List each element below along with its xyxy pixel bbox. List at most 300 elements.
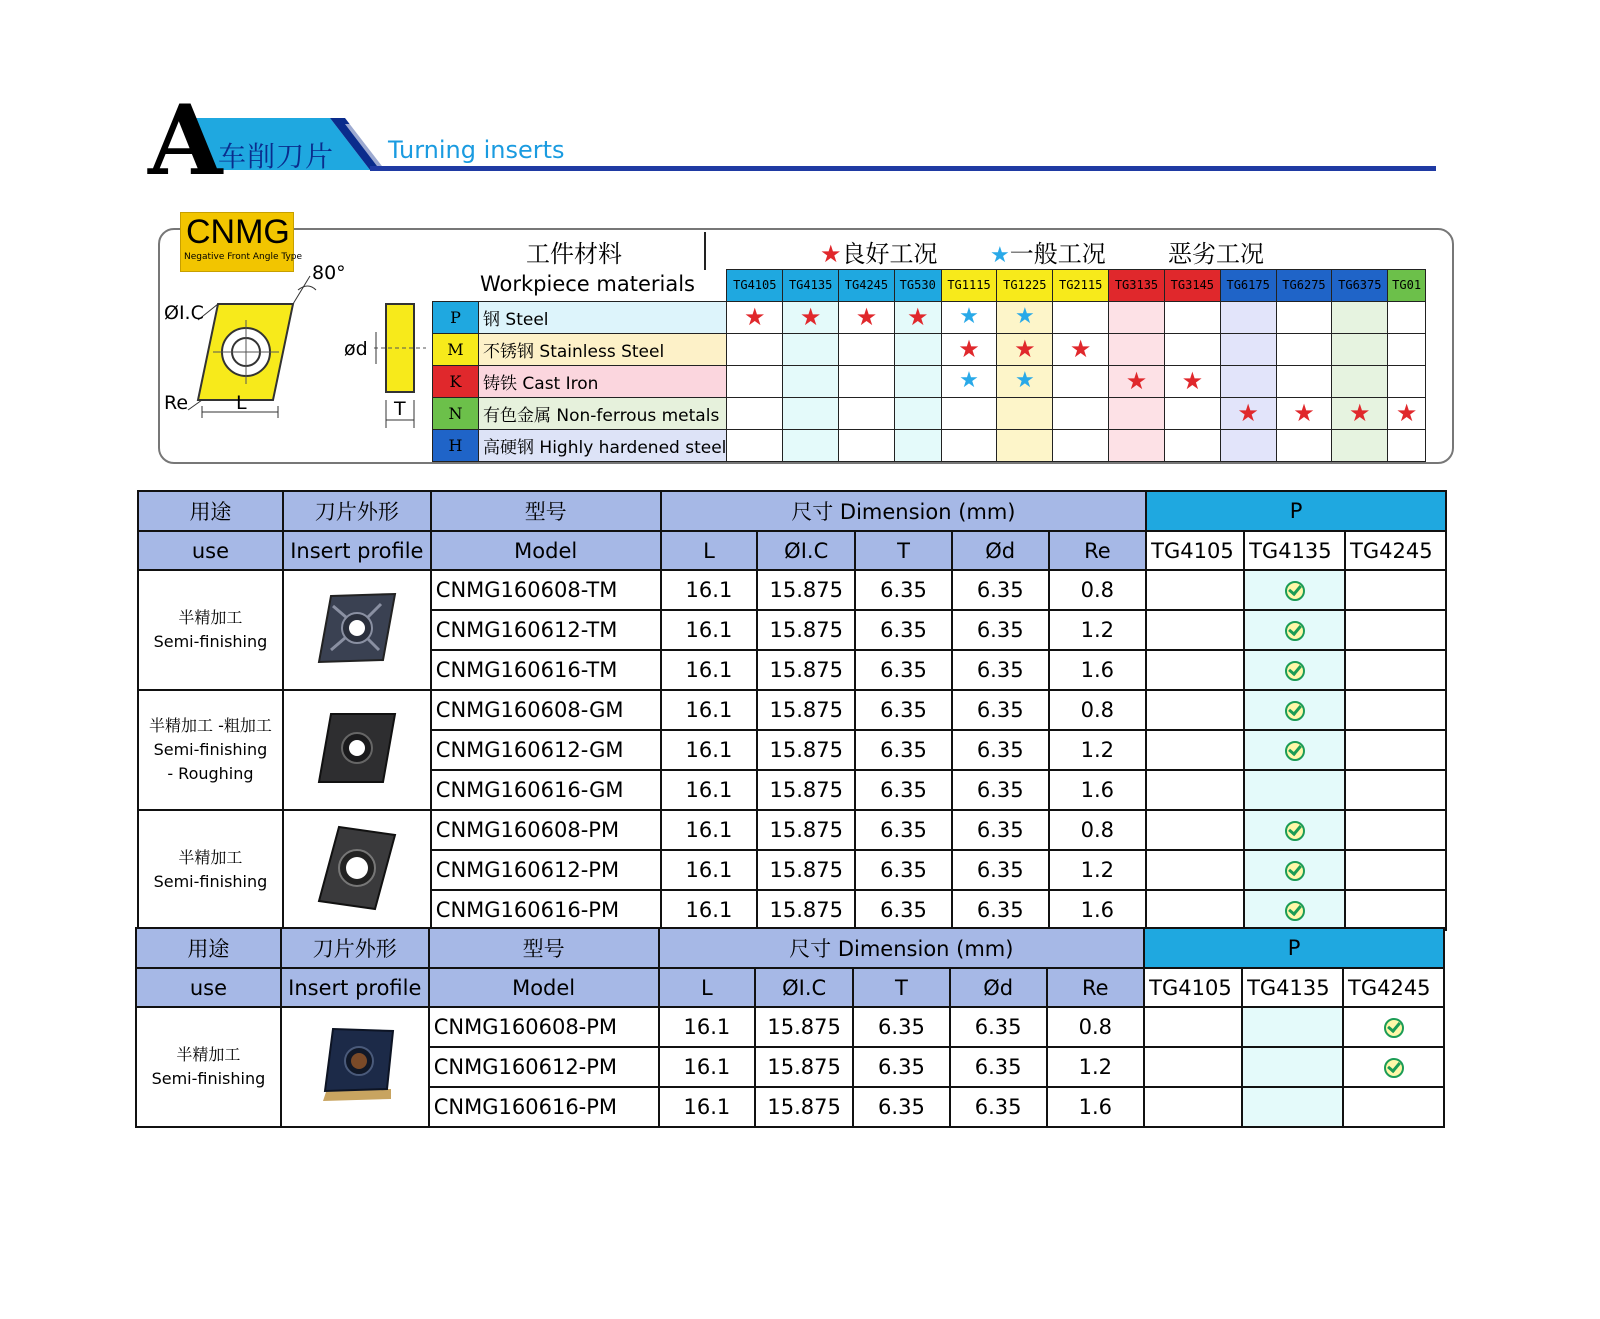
ic-cell: 15.875: [757, 730, 855, 770]
grade-availability-cell: [1244, 770, 1345, 810]
t-cell: 6.35: [855, 650, 952, 690]
grade-header: TG1225: [997, 270, 1053, 302]
grade-header: TG1115: [941, 270, 997, 302]
grade-cell: [1220, 333, 1276, 365]
table-row: [138, 690, 1446, 730]
re-cell: 1.6: [1047, 1087, 1145, 1127]
blue-star-icon: ★: [990, 243, 1010, 268]
re-cell: 1.2: [1049, 730, 1147, 770]
grade-availability-cell: [1146, 850, 1244, 890]
grade-cell: [839, 301, 895, 333]
material-row: [433, 333, 1426, 365]
use-cn: 半精加工: [178, 848, 243, 867]
grade-availability-cell: [1244, 810, 1345, 850]
grade-availability-cell: [1146, 890, 1244, 930]
insert-subtitle: Negative Front Angle Type: [184, 252, 303, 262]
grade-cell: [1109, 397, 1165, 429]
model-cell: CNMG160612-TM: [431, 610, 661, 650]
grade-availability-cell: [1244, 890, 1345, 930]
t-cell: 6.35: [853, 1047, 950, 1087]
grade-cell: [941, 333, 997, 365]
ic-cell: 15.875: [757, 610, 855, 650]
d-label: ød: [344, 338, 368, 360]
grade-header-3: TG4245: [1345, 531, 1446, 570]
material-code: K: [433, 365, 479, 397]
model-cell: CNMG160616-PM: [429, 1087, 659, 1127]
l-cell: 16.1: [659, 1007, 756, 1047]
profile-header-en: Insert profile: [281, 968, 429, 1007]
t-header: T: [853, 968, 950, 1007]
insert-profile-cell: [281, 1007, 429, 1127]
grade-cell: [1388, 365, 1426, 397]
materials-title-cn: 工件材料: [526, 240, 622, 268]
material-name: [479, 397, 727, 429]
grade-availability-cell: [1345, 690, 1446, 730]
grade-cell: [1053, 333, 1109, 365]
grade-availability-cell: [1244, 570, 1345, 610]
material-name-en: Steel: [505, 309, 549, 330]
grade-availability-cell: [1345, 610, 1446, 650]
l-cell: 16.1: [659, 1047, 756, 1087]
grade-header: TG4105: [727, 270, 783, 302]
angle-label: 80°: [312, 262, 346, 284]
t-cell: 6.35: [855, 730, 952, 770]
re-cell: 0.8: [1047, 1007, 1145, 1047]
condition-bad: 恶劣工况: [1168, 240, 1264, 268]
header-row-cn: [136, 928, 1444, 968]
material-code: H: [433, 429, 479, 461]
use-cn: 半精加工 -粗加工: [149, 716, 272, 735]
check-icon: [1285, 661, 1305, 681]
grade-cell: [839, 397, 895, 429]
material-name-cn: 不锈钢: [483, 341, 534, 362]
ic-header: ØI.C: [757, 531, 855, 570]
grade-header-3: TG4245: [1343, 968, 1444, 1007]
red-star-icon: ★: [1349, 399, 1371, 427]
header-banner: [140, 84, 1450, 197]
grade-cell: [1276, 397, 1332, 429]
red-star-icon: ★: [1069, 335, 1092, 363]
l-cell: 16.1: [661, 810, 758, 850]
grade-cell: [1109, 365, 1165, 397]
re-cell: 1.2: [1049, 610, 1147, 650]
grade-availability-cell: [1244, 650, 1345, 690]
d-cell: 6.35: [952, 730, 1049, 770]
d-cell: 6.35: [950, 1007, 1047, 1047]
grade-availability-cell: [1146, 690, 1244, 730]
grade-cell: [783, 365, 839, 397]
grade-cell: [997, 397, 1053, 429]
material-name-cn: 有色金属: [483, 405, 551, 426]
t-cell: 6.35: [855, 770, 952, 810]
l-header: L: [659, 968, 756, 1007]
check-icon: [1285, 621, 1305, 641]
model-cell: CNMG160608-PM: [429, 1007, 659, 1047]
t-cell: 6.35: [855, 570, 952, 610]
model-header-en: Model: [429, 968, 659, 1007]
grade-cell: [1164, 333, 1220, 365]
grade-availability-cell: [1144, 1007, 1242, 1047]
d-cell: 6.35: [950, 1087, 1047, 1127]
grade-cell: [783, 397, 839, 429]
red-star-icon: ★: [855, 303, 878, 331]
dimension-header: 尺寸 Dimension (mm): [661, 491, 1147, 531]
ic-cell: 15.875: [757, 890, 855, 930]
grade-cell: [1220, 365, 1276, 397]
insert-diagram: [158, 260, 433, 435]
material-name-en: Highly hardened steel: [539, 437, 727, 458]
grade-cell: [783, 333, 839, 365]
material-name-cn: 高硬钢: [483, 437, 534, 458]
red-star-icon: ★: [820, 240, 842, 268]
grade-header: TG530: [894, 270, 941, 302]
grade-availability-cell: [1146, 730, 1244, 770]
grade-availability-cell: [1343, 1087, 1444, 1127]
use-header-cn: 用途: [136, 928, 281, 968]
grade-availability-cell: [1146, 650, 1244, 690]
check-icon: [1285, 901, 1305, 921]
l-cell: 16.1: [661, 730, 758, 770]
model-cell: CNMG160612-PM: [429, 1047, 659, 1087]
grade-cell: [894, 333, 941, 365]
red-star-icon: ★: [1125, 367, 1148, 395]
use-cn: 半精加工: [178, 608, 243, 627]
grade-cell: [727, 397, 783, 429]
grade-cell: [1220, 397, 1276, 429]
grade-cell: [783, 301, 839, 333]
grade-cell: [997, 365, 1053, 397]
grade-cell: [1164, 301, 1220, 333]
p-header: P: [1146, 491, 1446, 531]
grade-cell: [941, 429, 997, 461]
material-name-en: Non-ferrous metals: [556, 405, 720, 426]
table-row: [138, 810, 1446, 850]
grade-header: TG6175: [1220, 270, 1276, 302]
ic-cell: 15.875: [757, 570, 855, 610]
grade-availability-cell: [1343, 1047, 1444, 1087]
material-name: [479, 365, 727, 397]
red-star-icon: ★: [906, 303, 929, 331]
grade-availability-cell: [1345, 730, 1446, 770]
insert-image: [315, 1025, 395, 1105]
profile-header-en: Insert profile: [283, 531, 431, 570]
section-letter: A: [148, 84, 223, 197]
grade-cell: [839, 365, 895, 397]
grade-row: [433, 270, 1426, 302]
grade-cell: [1276, 429, 1332, 461]
ic-cell: 15.875: [757, 770, 855, 810]
use-cn: 半精加工: [176, 1045, 241, 1064]
grade-cell: [1332, 429, 1388, 461]
material-code: N: [433, 397, 479, 429]
ic-cell: 15.875: [755, 1007, 853, 1047]
grade-availability-cell: [1244, 610, 1345, 650]
re-cell: 0.8: [1049, 810, 1147, 850]
material-name: [479, 301, 727, 333]
grade-cell: [1164, 429, 1220, 461]
header-row-en: [138, 531, 1446, 570]
grade-header-2: TG4135: [1244, 531, 1345, 570]
product-table-1: [137, 490, 1447, 931]
ic-cell: 15.875: [757, 650, 855, 690]
material-code: P: [433, 301, 479, 333]
use-cell: [138, 810, 283, 930]
t-cell: 6.35: [855, 850, 952, 890]
grade-cell: [1220, 301, 1276, 333]
check-icon: [1285, 701, 1305, 721]
grade-availability-cell: [1146, 770, 1244, 810]
re-label: Re: [164, 392, 189, 414]
grade-header: TG4245: [839, 270, 895, 302]
l-cell: 16.1: [661, 650, 758, 690]
d-cell: 6.35: [952, 650, 1049, 690]
re-header: Re: [1047, 968, 1145, 1007]
dimension-header: 尺寸 Dimension (mm): [659, 928, 1145, 968]
model-header-en: Model: [431, 531, 661, 570]
t-cell: 6.35: [853, 1087, 950, 1127]
ic-cell: 15.875: [757, 690, 855, 730]
re-cell: 0.8: [1049, 690, 1147, 730]
divider: [704, 232, 706, 270]
use-header-cn: 用途: [138, 491, 283, 531]
model-cell: CNMG160616-PM: [431, 890, 661, 930]
d-cell: 6.35: [952, 890, 1049, 930]
grade-availability-cell: [1144, 1087, 1242, 1127]
l-cell: 16.1: [661, 850, 758, 890]
check-icon: [1285, 581, 1305, 601]
grade-availability-cell: [1345, 850, 1446, 890]
grade-availability-cell: [1242, 1087, 1343, 1127]
grade-cell: [1388, 301, 1426, 333]
red-star-icon: ★: [1014, 335, 1036, 363]
materials-grid: [432, 269, 1426, 462]
grade-cell: [894, 365, 941, 397]
blue-star-icon: ★: [1014, 368, 1035, 393]
grade-header-1: TG4105: [1144, 968, 1242, 1007]
grade-header: TG3135: [1109, 270, 1165, 302]
grade-availability-cell: [1242, 1047, 1343, 1087]
ic-cell: 15.875: [755, 1047, 853, 1087]
t-cell: 6.35: [855, 610, 952, 650]
insert-image: [317, 708, 397, 788]
section-title-en: Turning inserts: [388, 136, 565, 164]
model-cell: CNMG160608-GM: [431, 690, 661, 730]
red-star-icon: ★: [744, 303, 766, 331]
model-header-cn: 型号: [429, 928, 659, 968]
ic-cell: 15.875: [755, 1087, 853, 1127]
grade-cell: [997, 301, 1053, 333]
use-en: Semi-finishing: [153, 740, 268, 759]
grade-cell: [1388, 429, 1426, 461]
grade-cell: [894, 397, 941, 429]
grade-cell: [1332, 365, 1388, 397]
grade-cell: [1053, 301, 1109, 333]
re-cell: 1.6: [1049, 770, 1147, 810]
grade-header: TG2115: [1053, 270, 1109, 302]
l-label: L: [236, 392, 247, 414]
material-name: [479, 429, 727, 461]
grade-header: TG6375: [1332, 270, 1388, 302]
d-cell: 6.35: [952, 810, 1049, 850]
grade-cell: [1388, 397, 1426, 429]
d-header: Ød: [952, 531, 1049, 570]
re-cell: 1.6: [1049, 650, 1147, 690]
grade-cell: [1220, 429, 1276, 461]
model-cell: CNMG160608-TM: [431, 570, 661, 610]
model-cell: CNMG160616-TM: [431, 650, 661, 690]
d-cell: 6.35: [952, 570, 1049, 610]
t-cell: 6.35: [855, 810, 952, 850]
grade-availability-cell: [1146, 570, 1244, 610]
product-table-2: [135, 927, 1445, 1128]
grade-cell: [1332, 333, 1388, 365]
t-cell: 6.35: [855, 890, 952, 930]
model-cell: CNMG160608-PM: [431, 810, 661, 850]
use-cell: [138, 570, 283, 690]
grade-cell: [727, 365, 783, 397]
re-cell: 1.2: [1047, 1047, 1145, 1087]
l-cell: 16.1: [661, 610, 758, 650]
grade-cell: [727, 429, 783, 461]
grade-cell: [941, 365, 997, 397]
material-name-en: Stainless Steel: [539, 341, 665, 362]
material-row: [433, 397, 1426, 429]
t-cell: 6.35: [855, 690, 952, 730]
ic-label: ØI.C: [164, 302, 204, 324]
grade-availability-cell: [1343, 1007, 1444, 1047]
grade-cell: [727, 333, 783, 365]
t-cell: 6.35: [853, 1007, 950, 1047]
l-cell: 16.1: [661, 570, 758, 610]
material-row: [433, 301, 1426, 333]
grade-availability-cell: [1345, 890, 1446, 930]
grade-cell: [1332, 397, 1388, 429]
condition-good: [820, 234, 938, 269]
check-icon: [1384, 1018, 1404, 1038]
use-en: Semi-finishing: [153, 872, 268, 891]
use-en: Semi-finishing: [151, 1069, 266, 1088]
insert-code: CNMG: [186, 213, 290, 251]
check-icon: [1285, 861, 1305, 881]
grade-cell: [727, 301, 783, 333]
grade-cell: [1109, 429, 1165, 461]
material-row: [433, 365, 1426, 397]
condition-good-label: 良好工况: [841, 240, 938, 268]
insert-image: [317, 823, 397, 913]
blue-star-icon: ★: [959, 368, 979, 393]
header-row-en: [136, 968, 1444, 1007]
grade-availability-cell: [1345, 650, 1446, 690]
grade-cell: [1388, 333, 1426, 365]
grade-cell: [1276, 365, 1332, 397]
header-row-cn: [138, 491, 1446, 531]
insert-profile-cell: [283, 570, 431, 690]
re-cell: 1.2: [1049, 850, 1147, 890]
grade-cell: [1276, 301, 1332, 333]
insert-image: [317, 588, 397, 668]
d-cell: 6.35: [952, 610, 1049, 650]
model-cell: CNMG160616-GM: [431, 770, 661, 810]
grade-cell: [1109, 301, 1165, 333]
table-row: [138, 570, 1446, 610]
grade-availability-cell: [1345, 570, 1446, 610]
grade-cell: [1164, 365, 1220, 397]
grade-availability-cell: [1146, 610, 1244, 650]
grade-availability-cell: [1345, 810, 1446, 850]
use-en-2: - Roughing: [167, 764, 254, 783]
p-header: P: [1144, 928, 1444, 968]
re-header: Re: [1049, 531, 1147, 570]
grade-cell: [941, 397, 997, 429]
grade-cell: [997, 429, 1053, 461]
use-header-en: use: [138, 531, 283, 570]
material-name-cn: 铸铁: [483, 373, 517, 394]
red-star-icon: ★: [1237, 399, 1259, 427]
material-name: [479, 333, 727, 365]
materials-title-en: Workpiece materials: [480, 272, 695, 296]
grade-availability-cell: [1144, 1047, 1242, 1087]
d-cell: 6.35: [952, 850, 1049, 890]
model-header-cn: 型号: [431, 491, 661, 531]
grade-header: TG01: [1388, 270, 1426, 302]
model-cell: CNMG160612-GM: [431, 730, 661, 770]
grade-availability-cell: [1244, 690, 1345, 730]
re-cell: 0.8: [1049, 570, 1147, 610]
l-cell: 16.1: [661, 890, 758, 930]
grade-header: TG4135: [783, 270, 839, 302]
check-icon: [1384, 1058, 1404, 1078]
red-star-icon: ★: [799, 303, 822, 331]
l-header: L: [661, 531, 758, 570]
grade-cell: [1164, 397, 1220, 429]
use-cell: [138, 690, 283, 810]
model-cell: CNMG160612-PM: [431, 850, 661, 890]
grade-availability-cell: [1242, 1007, 1343, 1047]
material-name-cn: 钢: [483, 309, 500, 330]
use-header-en: use: [136, 968, 281, 1007]
grade-cell: [997, 333, 1053, 365]
grade-cell: [783, 429, 839, 461]
condition-normal-label: 一般工况: [1009, 240, 1106, 268]
red-star-icon: ★: [1395, 399, 1418, 427]
table-row: [136, 1007, 1444, 1047]
condition-normal: [990, 234, 1106, 269]
grade-cell: [941, 301, 997, 333]
red-star-icon: ★: [958, 335, 980, 363]
d-header: Ød: [950, 968, 1047, 1007]
insert-profile-cell: [283, 810, 431, 930]
t-header: T: [855, 531, 952, 570]
material-code: M: [433, 333, 479, 365]
re-cell: 1.6: [1049, 890, 1147, 930]
grade-cell: [894, 429, 941, 461]
grade-cell: [1109, 333, 1165, 365]
grade-header: TG3145: [1164, 270, 1220, 302]
grade-header: TG6275: [1276, 270, 1332, 302]
check-icon: [1285, 741, 1305, 761]
red-star-icon: ★: [1293, 399, 1315, 427]
use-cell: [136, 1007, 281, 1127]
grade-cell: [1332, 301, 1388, 333]
ic-cell: 15.875: [757, 810, 855, 850]
l-cell: 16.1: [661, 690, 758, 730]
l-cell: 16.1: [661, 770, 758, 810]
use-en: Semi-finishing: [153, 632, 268, 651]
l-cell: 16.1: [659, 1087, 756, 1127]
material-name-en: Cast Iron: [522, 373, 599, 394]
grade-cell: [894, 301, 941, 333]
blue-star-icon: ★: [1014, 304, 1035, 329]
